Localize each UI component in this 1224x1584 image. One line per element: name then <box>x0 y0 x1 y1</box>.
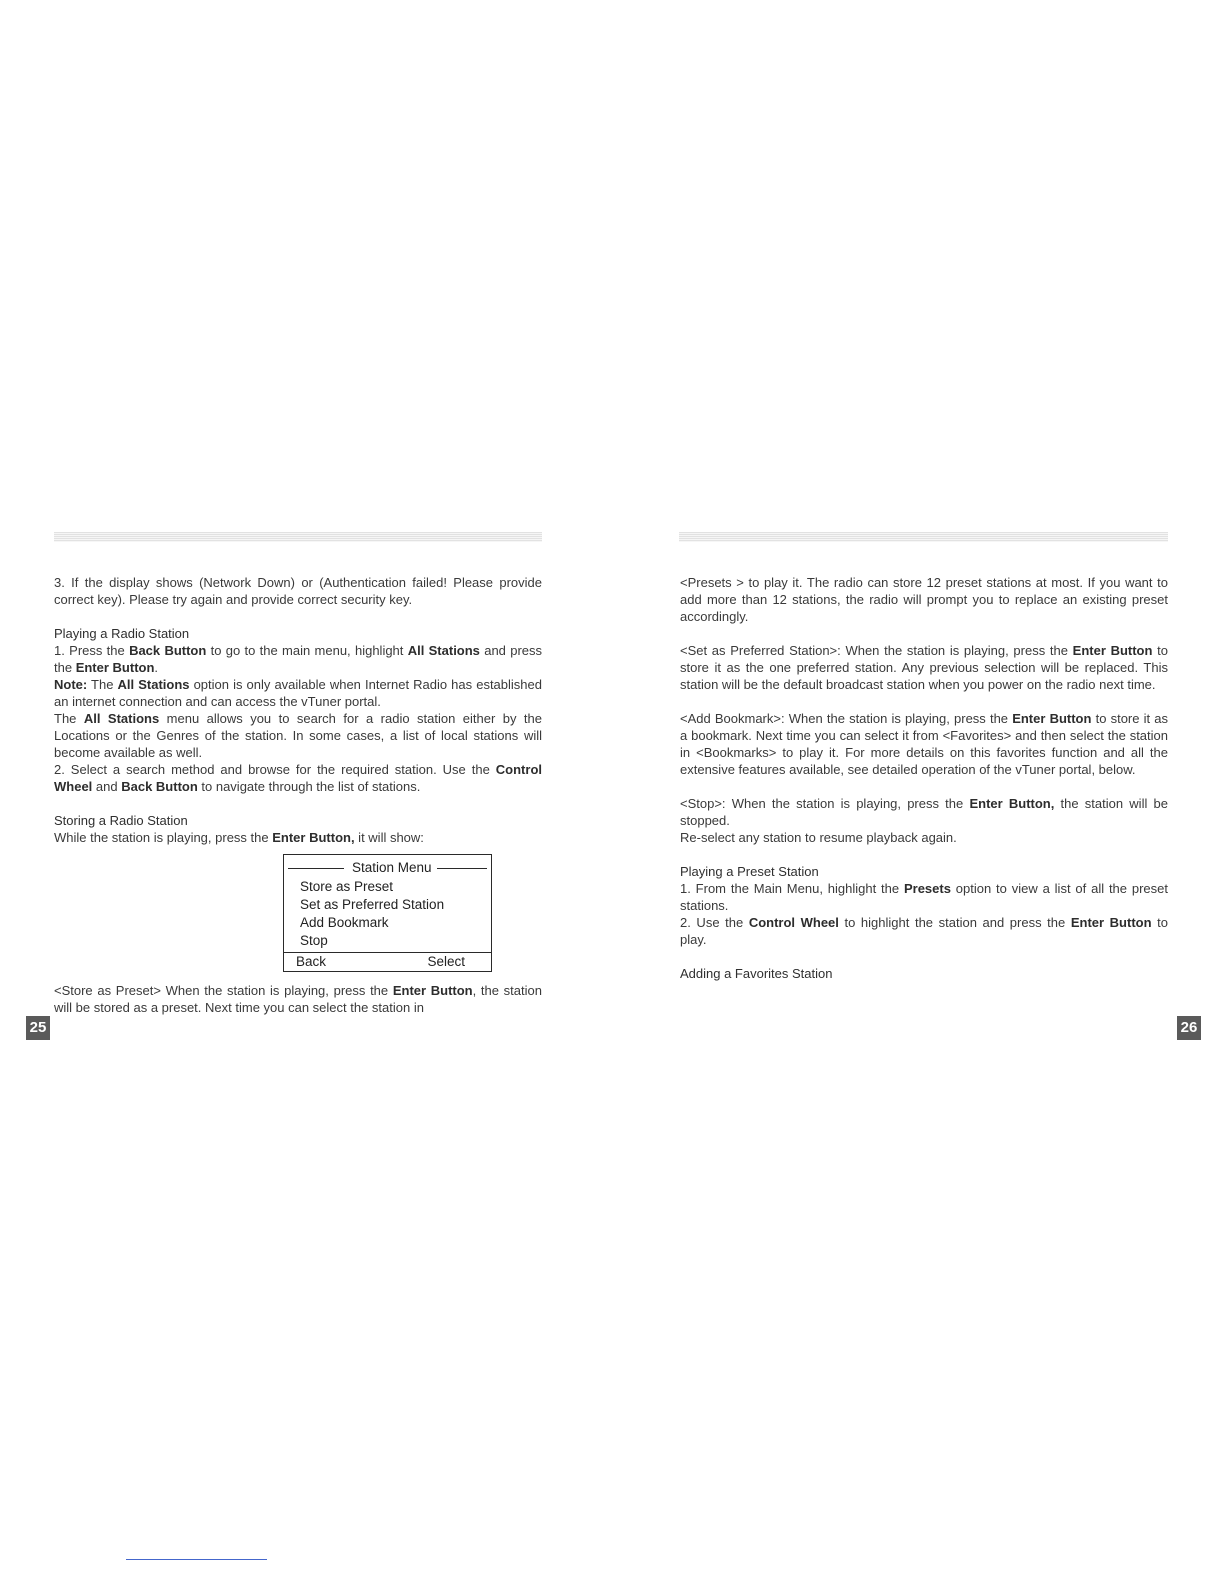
stop-paragraph: <Stop>: When the station is playing, press the Enter Button, the station will be stopped. <box>680 796 1169 828</box>
menu-back-label: Back <box>296 954 327 969</box>
step-1-paragraph: 1. Press the Back Button to go to the main menu, highlight All Stations and press the Enter Button. <box>54 643 543 675</box>
preset-step-2-paragraph: 2. Use the Control Wheel to highlight the station and press the Enter Button to play. <box>680 915 1168 947</box>
note-paragraph: Note: The All Stations option is only available when Internet Radio has established an internet connection and can access the vTuner portal. <box>54 677 542 709</box>
menu-item-preferred-station: Set as Preferred Station <box>300 897 445 912</box>
preferred-station-paragraph: <Set as Preferred Station>: When the station is playing, press the Enter Button to store it as the one preferred station. Any previous selection will be replaced. This station will be the default broadcast station when you power on the radio next time. <box>680 643 1168 692</box>
storing-paragraph: While the station is playing, press the Enter Button, it will show: <box>54 830 424 845</box>
page-number-right: 26 <box>1177 1016 1201 1040</box>
add-bookmark-paragraph: <Add Bookmark>: When the station is playing, press the Enter Button to store it as a bookmark. Next time you can select it from <Favorites> and then select the station in <Bookmarks> to play it. For more details on this favorites function and all the extensive features available, see detailed operation of the vTuner portal, below. <box>680 711 1169 777</box>
reselect-paragraph: Re-select any station to resume playback again. <box>680 830 957 845</box>
title-rule-left <box>288 868 344 869</box>
storing-radio-heading: Storing a Radio Station <box>54 813 188 828</box>
step-2-paragraph: 2. Select a search method and browse for the required station. Use the Control Wheel and Back Button to navigate through the list of stations. <box>54 762 542 794</box>
title-rule-right <box>437 868 487 869</box>
menu-select-label: Select <box>427 954 465 969</box>
store-as-preset-paragraph: <Store as Preset> When the station is playing, press the Enter Button, the station will be stored as a preset. Next time you can select the station in <box>54 983 542 1015</box>
adding-favorites-heading: Adding a Favorites Station <box>680 966 833 981</box>
menu-item-add-bookmark: Add Bookmark <box>300 915 389 930</box>
all-stations-paragraph: The All Stations menu allows you to search for a radio station either by the Locations or the Genres of the station. In some cases, a list of local stations will become available as well. <box>54 711 542 760</box>
presets-paragraph: <Presets > to play it. The radio can store 12 preset stations at most. If you want to add more than 12 stations, the radio will prompt you to replace an existing preset accordingly. <box>680 575 1168 624</box>
menu-item-stop: Stop <box>300 933 328 948</box>
preset-step-1-paragraph: 1. From the Main Menu, highlight the Presets option to view a list of all the preset stations. <box>680 881 1168 913</box>
station-menu-title: Station Menu <box>352 860 432 875</box>
left-page-header-rule <box>54 532 542 542</box>
playing-preset-heading: Playing a Preset Station <box>680 864 819 879</box>
right-page-header-rule <box>679 532 1168 542</box>
page-number-left: 25 <box>26 1016 50 1040</box>
item-3-paragraph: 3. If the display shows (Network Down) or (Authentication failed! Please provide correct key). Please try again and provide correct security key. <box>54 575 542 607</box>
station-menu-title-row <box>284 855 491 878</box>
station-menu-footer <box>284 952 491 971</box>
station-menu-display <box>283 854 492 972</box>
footer-underline <box>126 1559 267 1560</box>
menu-item-store-preset: Store as Preset <box>300 879 394 894</box>
playing-radio-heading: Playing a Radio Station <box>54 626 190 641</box>
left-page-column <box>54 574 542 1016</box>
right-page-column <box>680 574 1168 982</box>
